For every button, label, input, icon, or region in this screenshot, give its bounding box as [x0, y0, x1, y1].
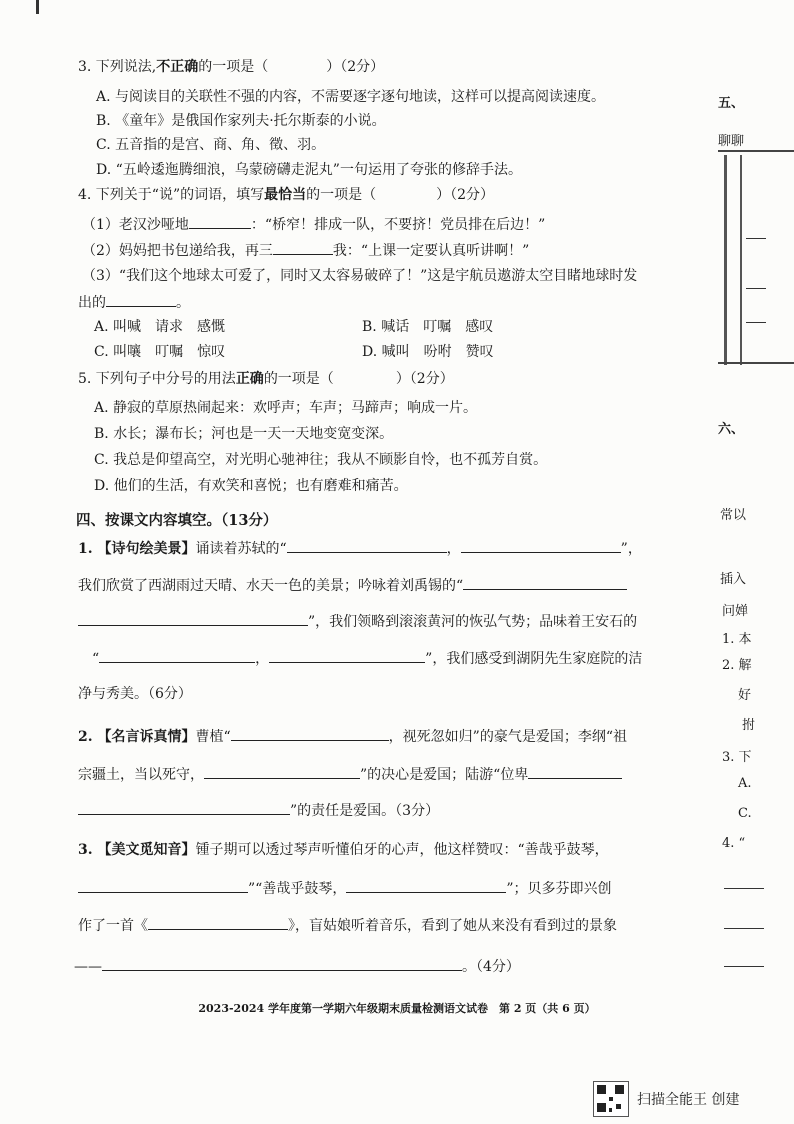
s4-p2-l2a: 宗疆土，当以死守，: [78, 767, 204, 783]
s4-p3-l2b: ”；贝多芬即兴创: [506, 881, 612, 897]
s4-p2-l1c: ，视死忽如归”的豪气是爱国；李纲“祖: [388, 729, 627, 745]
blank[interactable]: [102, 956, 462, 971]
s4-p2-l2b: ”的决心是爱国；陆游“位卑: [360, 767, 529, 783]
right-blank-line: [746, 238, 766, 239]
q5-stem-d: ）（2分）: [395, 371, 454, 387]
s4-p1-l3a: ”，我们领略到滚滚黄河的恢弘气势；品味着王安石的: [308, 614, 638, 630]
scanner-watermark: [593, 1081, 739, 1117]
s4-p1-line4: [92, 648, 642, 669]
q4-s1-a: （1）老汉沙哑地: [82, 217, 189, 233]
blank[interactable]: [528, 764, 622, 779]
q3-stem-emphasis: 不正确: [156, 59, 199, 75]
s4-p3-line4: [74, 956, 520, 977]
right-q2: 2. 解: [722, 658, 752, 673]
blank[interactable]: [269, 648, 425, 663]
s4-p1-line1: [78, 538, 642, 559]
q4-sentence-1: [82, 214, 545, 235]
q4-option-a: A. 叫喊 请求 感慨: [94, 319, 226, 335]
blank[interactable]: [287, 538, 447, 553]
right-blank-line: [746, 322, 766, 323]
right-q3: 3. 下: [722, 750, 752, 765]
s4-p1-l4c: ”，我们感受到湖阴先生家庭院的洁: [425, 651, 643, 667]
q4-sentence-2: [82, 240, 529, 261]
s4-p2-l3a: ”的责任是爱国。（3分）: [290, 803, 440, 819]
q3-stem-d: ）（2分）: [326, 59, 385, 75]
left-edge-mark: [36, 0, 39, 14]
blank[interactable]: [461, 538, 621, 553]
q4-option-c: C. 叫嚷 叮嘱 惊叹: [94, 344, 226, 360]
s4-p1-line3: [78, 611, 637, 632]
s4-p3-line3: [78, 915, 617, 936]
q4-stem: [78, 185, 494, 205]
q5-option-d: D. 他们的生活，有欢笑和喜悦；也有磨难和痛苦。: [94, 478, 408, 494]
q5-stem-c: 的一项是（: [263, 371, 334, 387]
q4-option-b: B. 喊话 叮嘱 感叹: [362, 319, 494, 335]
s4-p1-l1c: ，: [446, 541, 461, 557]
s4-p3-l1b: 锺子期可以透过琴声听懂伯牙的心声，他这样赞叹：“善哉乎鼓琴，: [195, 842, 609, 858]
q5-option-b: B. 水长；瀑布长；河也是一天一天地变宽变深。: [94, 426, 394, 442]
blank[interactable]: [78, 800, 290, 815]
right-sec5-heading: 五、: [718, 96, 745, 111]
right-blank-line: [724, 928, 764, 929]
right-q3-a: A.: [738, 776, 752, 791]
s4-p1-l2a: 我们欣赏了西湖雨过天晴、水天一色的美景；吟咏着刘禹锡的“: [78, 578, 464, 594]
s4-p1-l4b: ，: [255, 651, 270, 667]
right-q2-c: 拊: [742, 718, 756, 733]
q4-sentence-3-cont: [78, 292, 190, 313]
s4-p1-l4a: “: [92, 651, 100, 667]
blank[interactable]: [204, 764, 360, 779]
blank[interactable]: [231, 726, 389, 741]
s4-p3-line2: [78, 878, 612, 899]
blank[interactable]: [78, 878, 248, 893]
right-frame-top: [718, 150, 794, 152]
s4-p3-tag: 3. 【美文觅知音】: [78, 842, 196, 858]
q3-option-d: D. “五岭逶迤腾细浪，乌蒙磅礴走泥丸”一句运用了夸张的修辞手法。: [96, 162, 522, 178]
right-frame-vertical: [724, 155, 727, 365]
right-q2-b: 好: [738, 688, 752, 703]
blank[interactable]: [346, 878, 506, 893]
q4-stem-d: ）（2分）: [436, 187, 495, 203]
blank[interactable]: [148, 915, 288, 930]
q4-s1-b: ：“桥窄！排成一队，不要挤！党员排在后边！”: [250, 217, 546, 233]
s4-p3-line1: [78, 840, 609, 860]
s4-p1-line2: [78, 575, 627, 596]
right-blank-line: [724, 966, 764, 967]
watermark-text: 扫描全能王 创建: [637, 1092, 740, 1108]
right-frame-bottom: [718, 362, 794, 364]
s4-p2-line1: [78, 726, 627, 747]
q5-stem-emphasis: 正确: [235, 371, 264, 387]
q5-option-c: C. 我总是仰望高空，对光明心驰神往；我从不顾影自怜，也不孤芳自赏。: [94, 452, 548, 468]
q5-stem: [78, 369, 454, 389]
q4-stem-emphasis: 最恰当: [264, 187, 307, 203]
s4-p3-l3a: 作了一首《: [78, 918, 148, 934]
right-sec6-text-2: 插入: [720, 572, 747, 587]
right-frame-vertical-2: [740, 155, 742, 365]
s4-p2-tag: 2. 【名言诉真情】: [78, 729, 196, 745]
q3-stem-a: 3. 下列说法,: [78, 59, 157, 75]
q4-s3-b: 出的: [78, 295, 106, 311]
right-q1: 1. 本: [722, 632, 752, 647]
s4-p2-line2: [78, 764, 622, 785]
q4-s2-b: 我：“上课一定要认真听讲啊！”: [332, 243, 530, 259]
q3-option-a: A. 与阅读目的关联性不强的内容，不需要逐字逐句地读，这样可以提高阅读速度。: [96, 89, 606, 105]
blank[interactable]: [189, 214, 251, 229]
q5-option-a: A. 静寂的草原热闹起来：欢呼声；车声；马蹄声；响成一片。: [94, 400, 478, 416]
q4-s3-c: 。: [176, 295, 190, 311]
blank[interactable]: [106, 292, 176, 307]
q5-stem-a: 5. 下列句子中分号的用法: [78, 371, 236, 387]
right-q3-c: C.: [738, 806, 752, 821]
blank[interactable]: [273, 240, 333, 255]
q3-option-c: C. 五音指的是宫、商、角、徵、羽。: [96, 137, 326, 153]
s4-p2-l1b: 曹植“: [195, 729, 231, 745]
s4-p1-l1b: 诵读着苏轼的“: [195, 541, 287, 557]
right-sec6-text: 常以: [720, 508, 747, 523]
q4-sentence-3: （3）“我们这个地球太可爱了，同时又太容易破碎了！”这是宇航员遨游太空目睹地球时发: [82, 268, 638, 284]
s4-p3-l2a: ”“善哉乎鼓琴，: [248, 881, 347, 897]
q4-stem-a: 4. 下列关于“说”的词语，填写: [78, 187, 265, 203]
page-footer: 2023-2024 学年度第一学期六年级期末质量检测语文试卷 第 2 页（共 6 页）: [198, 1002, 596, 1015]
right-sec6-text-3: 问婵: [722, 604, 749, 619]
q3-stem: [78, 57, 384, 77]
q4-s2-a: （2）妈妈把书包递给我，再三: [82, 243, 273, 259]
blank[interactable]: [78, 611, 308, 626]
s4-p2-line3: [78, 800, 439, 821]
blank[interactable]: [99, 648, 255, 663]
right-blank-line: [746, 288, 766, 289]
right-sec6-heading: 六、: [718, 422, 745, 437]
right-sec5-text: 聊聊: [718, 134, 745, 149]
s4-p1-line5: 净与秀美。（6分）: [78, 686, 192, 702]
section-4-title: 四、按课文内容填空。（13分）: [76, 512, 278, 529]
q4-stem-c: 的一项是（: [306, 187, 377, 203]
s4-p3-l4a: ——: [74, 959, 102, 975]
q3-stem-c: 的一项是（: [198, 59, 269, 75]
q4-option-d: D. 喊叫 吩咐 赞叹: [362, 344, 494, 360]
blank[interactable]: [463, 575, 627, 590]
s4-p3-l4b: 。（4分）: [462, 959, 520, 975]
right-blank-line: [724, 888, 764, 889]
s4-p1-l1d: ”，: [620, 541, 642, 557]
s4-p3-l3b: 》，盲姑娘听着音乐，看到了她从来没有看到过的景象: [288, 918, 617, 934]
qr-code-icon: [593, 1081, 629, 1117]
s4-p1-tag: 1. 【诗句绘美景】: [78, 541, 196, 557]
q3-option-b: B. 《童年》是俄国作家列夫·托尔斯泰的小说。: [96, 113, 386, 129]
right-q4: 4. “: [722, 836, 746, 851]
